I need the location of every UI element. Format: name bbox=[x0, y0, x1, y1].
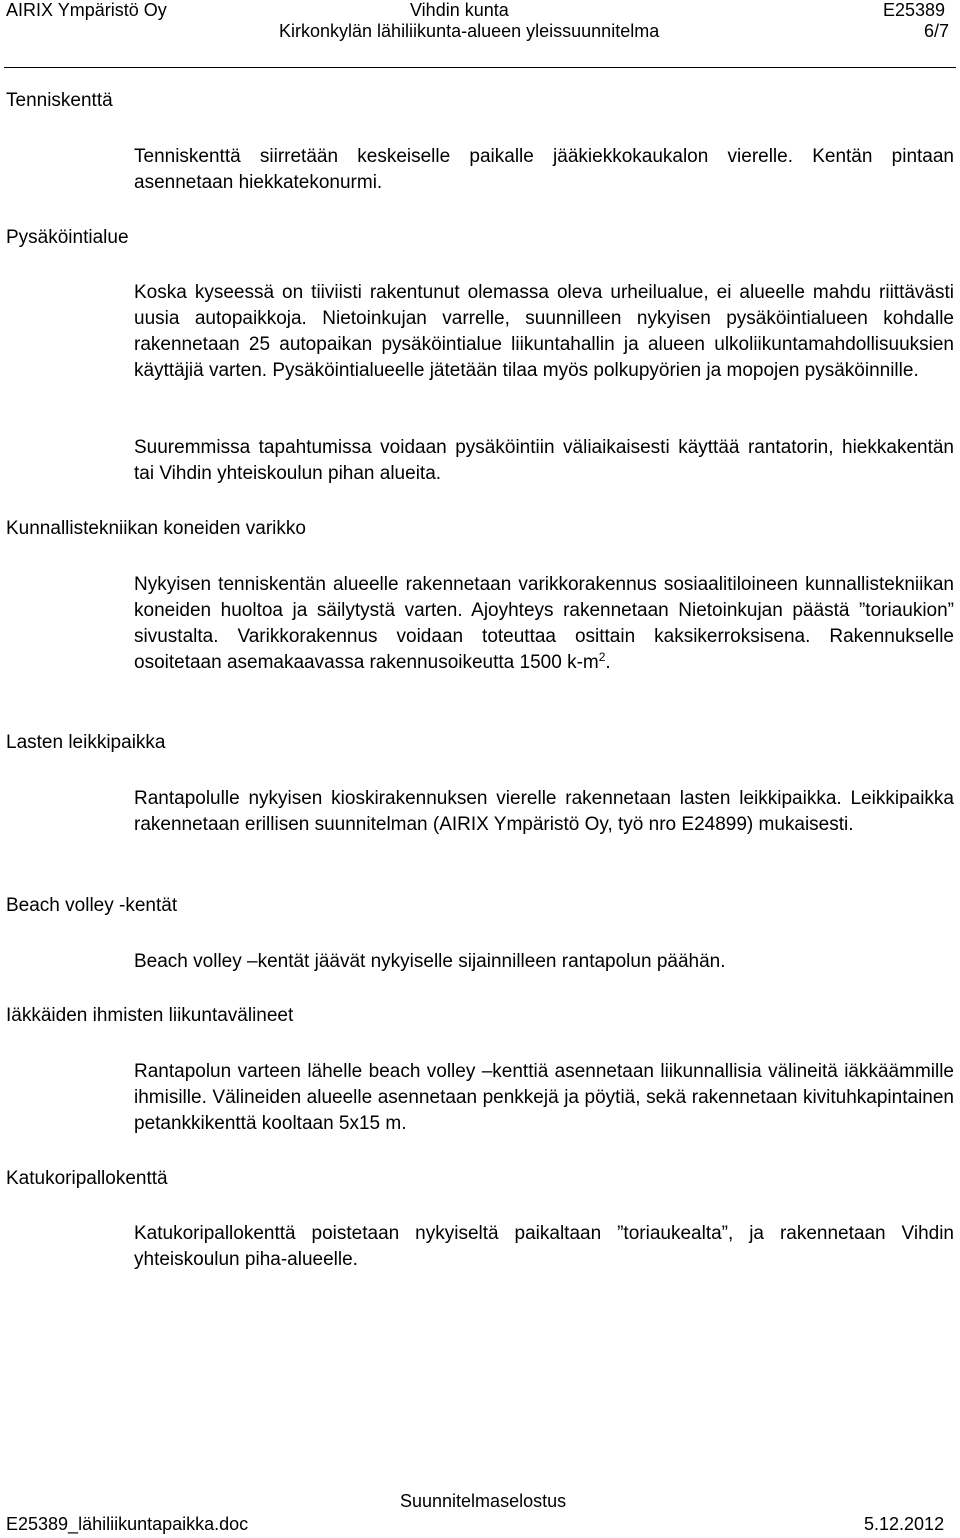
heading-leikkipaikka: Lasten leikkipaikka bbox=[6, 732, 166, 753]
footer-filename: E25389_lähiliikuntapaikka.doc bbox=[6, 1514, 249, 1534]
header-code: E25389 bbox=[883, 0, 946, 20]
section-leikkipaikka-body bbox=[134, 786, 954, 838]
paragraph-text: Nykyisen tenniskentän alueelle rakennetaan varikkorakennus sosiaalitiloineen kunnallistekniikan koneiden huoltoa ja säilytystä varten. Ajoyhteys rakennetaan Nietoinkujan päästä ”toriaukion” sivustalta. Varikkorakennus voidaan toteuttaa osittain kaksikerroksisena. Rakennukselle osoitetaan asemakaavassa rakennusoikeutta 1500 k-m bbox=[134, 574, 954, 673]
paragraph: Tenniskenttä siirretään keskeiselle paikalle jääkiekkokaukalon vierelle. Kentän pintaan asennetaan hiekkatekonurmi. bbox=[134, 146, 954, 193]
heading-katukoripallokentta: Katukoripallokenttä bbox=[6, 1168, 168, 1189]
paragraph: Suuremmissa tapahtumissa voidaan pysäköintiin väliaikaisesti käyttää rantatorin, hiekkakentän tai Vihdin yhteiskoulun pihan alueita. bbox=[134, 437, 954, 484]
heading-liikuntavalineet: Iäkkäiden ihmisten liikuntavälineet bbox=[6, 1005, 294, 1026]
superscript: 2 bbox=[598, 650, 606, 664]
heading-beach-volley: Beach volley -kentät bbox=[6, 895, 178, 916]
heading-tenniskentta: Tenniskenttä bbox=[6, 90, 113, 111]
paragraph: Koska kyseessä on tiiviisti rakentunut olemassa oleva urheilualue, ei alueelle mahdu riittävästi uusia autopaikkoja. Nietoinkujan varrelle, suunnilleen nykyisen pysäköintialueen kohdalle rakennetaan 25 autopaikan pysäköintialue liikuntahallin ja alueen ulkoliikuntamahdollisuuksien käyttäjiä varten. Pysäköintialueelle jätetään tilaa myös polkupyörien ja mopojen pysäköinnille. bbox=[134, 282, 954, 381]
header-rule bbox=[4, 67, 956, 68]
paragraph: Rantapolun varteen lähelle beach volley –kenttiä asennetaan liikunnallisia välineitä iäkkäämmille ihmisille. Välineiden alueelle asennetaan penkkejä ja pöytiä, sekä rakennetaan kivituhkapintainen petankkikenttä kooltaan 5x15 m. bbox=[134, 1061, 954, 1134]
paragraph bbox=[134, 572, 954, 676]
footer-date: 5.12.2012 bbox=[864, 1514, 945, 1534]
section-pysakointialue-body bbox=[134, 280, 954, 384]
section-varikko-body bbox=[134, 572, 954, 676]
footer-doc-type: Suunnitelmaselostus bbox=[400, 1491, 567, 1511]
header-project-title: Kirkonkylän lähiliikunta-alueen yleissuunnitelma bbox=[279, 21, 660, 41]
heading-pysakointialue: Pysäköintialue bbox=[6, 227, 129, 248]
header-page-number: 6/7 bbox=[924, 21, 950, 41]
section-pysakointialue-body-2 bbox=[134, 435, 954, 487]
paragraph-end: . bbox=[605, 652, 611, 673]
header-client: Vihdin kunta bbox=[410, 0, 509, 20]
paragraph: Beach volley –kentät jäävät nykyiselle sijainnilleen rantapolun päähän. bbox=[134, 951, 726, 972]
section-liikuntavalineet-body bbox=[134, 1059, 954, 1137]
section-katukoripallokentta-body bbox=[134, 1221, 954, 1273]
heading-varikko: Kunnallistekniikan koneiden varikko bbox=[6, 518, 306, 539]
paragraph: Rantapolulle nykyisen kioskirakennuksen vierelle rakennetaan lasten leikkipaikka. Leikkipaikka rakennetaan erillisen suunnitelman (AIRIX Ympäristö Oy, työ nro E24899) mukaisesti. bbox=[134, 788, 954, 835]
header-company: AIRIX Ympäristö Oy bbox=[6, 0, 167, 20]
section-beach-volley-body bbox=[134, 949, 954, 975]
section-tenniskentta-body bbox=[134, 144, 954, 196]
paragraph: Katukoripallokenttä poistetaan nykyiseltä paikaltaan ”toriaukealta”, ja rakennetaan Vihdin yhteiskoulun piha-alueelle. bbox=[134, 1223, 954, 1270]
